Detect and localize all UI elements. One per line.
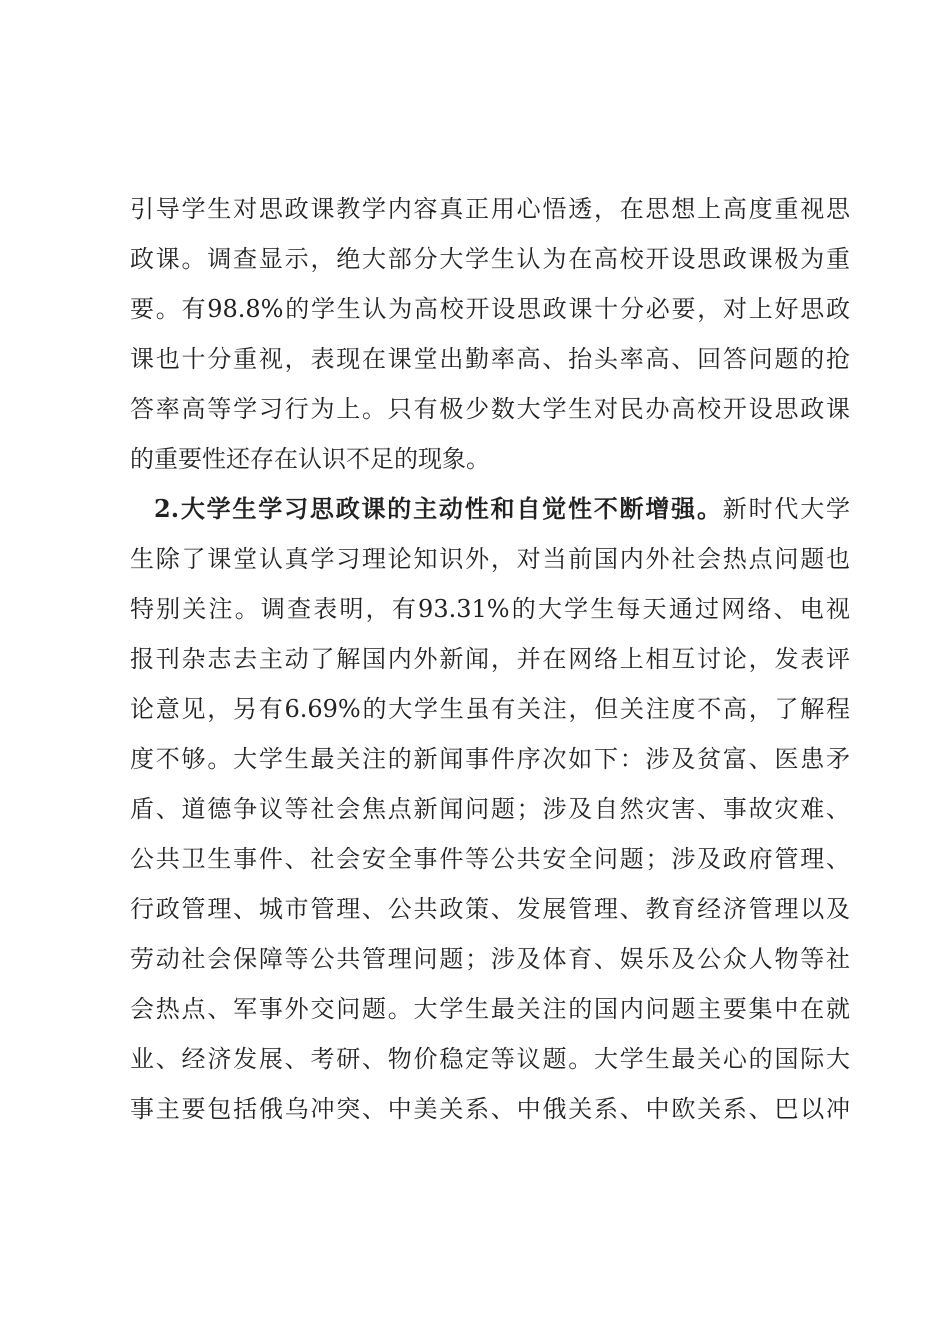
text-line: 会热点、军事外交问题。大学生最关注的国内问题主要集中在就: [130, 995, 850, 1023]
text-line: 的重要性还存在认识不足的现象。: [130, 445, 490, 473]
text-line: 报刊杂志去主动了解国内外新闻，并在网络上相互讨论，发表评: [130, 645, 850, 673]
text-line: 课也十分重视，表现在课堂出勤率高、抬头率高、回答问题的抢: [130, 345, 850, 373]
text-line: 答率高等学习行为上。只有极少数大学生对民办高校开设思政课: [130, 395, 850, 423]
text-line: 要。有98.8%的学生认为高校开设思政课十分必要，对上好思政: [130, 295, 850, 323]
text-line: 政课。调查显示，绝大部分大学生认为在高校开设思政课极为重: [130, 245, 850, 273]
section-heading: 2.大学生学习思政课的主动性和自觉性不断增强。: [154, 494, 723, 523]
text-line: 行政管理、城市管理、公共政策、发展管理、教育经济管理以及: [130, 895, 850, 923]
paragraph-2-first-line: [130, 484, 850, 534]
text-line: 业、经济发展、考研、物价稳定等议题。大学生最关心的国际大: [130, 1045, 850, 1073]
text-line: 特别关注。调查表明，有93.31%的大学生每天通过网络、电视: [130, 595, 850, 623]
text-line: 度不够。大学生最关注的新闻事件序次如下：涉及贫富、医患矛: [130, 745, 850, 773]
text-line: 公共卫生事件、社会安全事件等公共安全问题；涉及政府管理、: [130, 845, 850, 873]
text-line: 劳动社会保障等公共管理问题；涉及体育、娱乐及公众人物等社: [130, 945, 850, 973]
text-line: 生除了课堂认真学习理论知识外，对当前国内外社会热点问题也: [130, 545, 850, 573]
paragraph-2: [130, 484, 850, 1134]
paragraph-1: [130, 184, 850, 484]
text-line: 盾、道德争议等社会焦点新闻问题；涉及自然灾害、事故灾难、: [130, 795, 850, 823]
text-line: 论意见，另有6.69%的大学生虽有关注，但关注度不高，了解程: [130, 695, 850, 723]
text-run: 新时代大学: [722, 495, 851, 523]
text-line: 事主要包括俄乌冲突、中美关系、中俄关系、中欧关系、巴以冲: [130, 1095, 850, 1123]
body-text: [130, 184, 850, 1134]
text-line: 引导学生对思政课教学内容真正用心悟透，在思想上高度重视思: [130, 195, 850, 223]
